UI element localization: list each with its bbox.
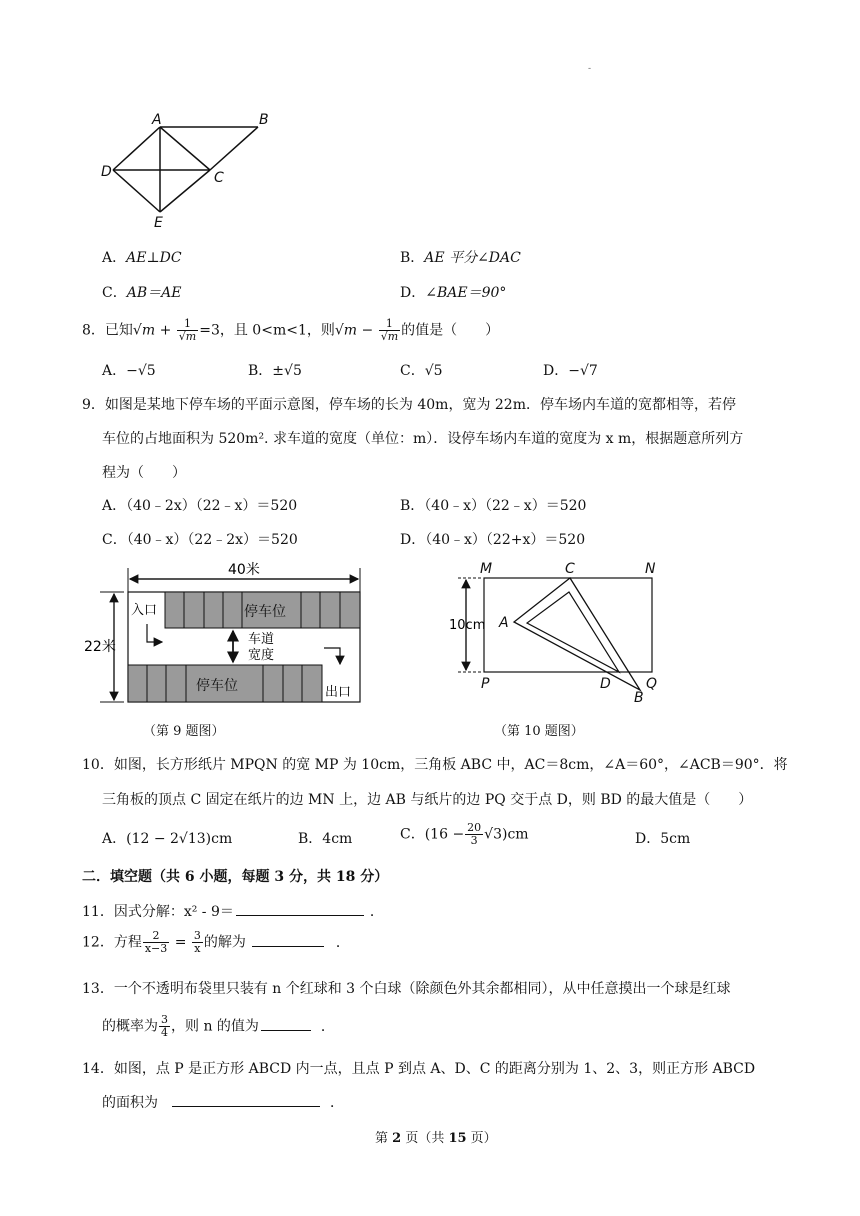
q8-option-b: B．±√5 — [248, 363, 302, 379]
fig10-label-p: P — [481, 676, 490, 692]
q10-option-c: C．(16 − $\frac{20}{3}$ √3)cm — [400, 821, 529, 847]
fig10-label-b: B — [634, 690, 644, 706]
fig7-label-c: C — [214, 170, 224, 186]
fig10-label-q: Q — [646, 676, 658, 692]
fig9-lane-width-label: 宽度 — [248, 648, 275, 663]
q10-option-a: A．(12 − 2√13)cm — [102, 831, 233, 847]
q13-answer-blank[interactable] — [261, 1016, 311, 1031]
fig9-lane-label: 车道 — [248, 632, 275, 647]
q14-line-2: 的面积为 ． — [102, 1092, 344, 1112]
q8-option-d: D．−√7 — [543, 363, 598, 379]
fig10-label-a: A — [499, 615, 509, 631]
q10-option-d: D．5cm — [635, 831, 691, 847]
q7-option-c: C．AB＝AE — [102, 285, 182, 301]
fig10-label-d: D — [600, 676, 611, 692]
fig9-entrance: 入口 — [131, 603, 158, 618]
q10-option-b: B．4cm — [298, 831, 353, 847]
q7-option-a: A．AE⊥DC — [102, 250, 182, 266]
q13-line-1: 13．一个不透明布袋里只装有 n 个红球和 3 个白球（除颜色外其余都相同），从中任意摸出一个球是红球 — [82, 981, 731, 997]
total-pages: 15 — [448, 1131, 467, 1146]
fig10-height-label: 10cm — [449, 618, 486, 633]
current-page: 2 — [392, 1131, 402, 1146]
section-2-heading: 二．填空题（共 6 小题，每题 3 分，共 18 分） — [82, 869, 389, 885]
q10-figure-caption: （第 10 题图） — [494, 724, 584, 739]
q7-option-d: D．∠BAE＝90° — [400, 285, 507, 301]
q14-line-1: 14．如图，点 P 是正方形 ABCD 内一点，且点 P 到点 A、D、C 的距离分别为 1、2、3，则正方形 ABCD — [82, 1061, 756, 1077]
top-mark: - — [588, 64, 592, 74]
q8-stem: 8．已知√m + $\frac{1}{√m}$ =3，且 0<m<1，则√m − $\frac{1}{√m}$ 的值是（ ） — [82, 317, 500, 343]
fig9-parking-top: 停车位 — [244, 604, 286, 620]
q12-answer-blank[interactable] — [252, 932, 324, 947]
q7-option-b: B．AE 平分∠DAC — [400, 250, 521, 266]
q9-option-c: C．（40﹣x）（22﹣2x）＝520 — [102, 532, 298, 548]
fig9-width-label: 40米 — [228, 562, 260, 578]
fig9-height-label: 22米 — [84, 639, 116, 655]
q9-line-2: 车位的占地面积为 520m². 求车道的宽度（单位：m）．设停车场内车道的宽度为 x m，根据题意所列方 — [102, 431, 744, 447]
q9-line-1: 9．如图是某地下停车场的平面示意图，停车场的长为 40m，宽为 22m．停车场内车道的宽都相等，若停 — [82, 397, 736, 413]
fig7-label-a: A — [152, 112, 162, 128]
q9-option-a: A．（40﹣2x）（22﹣x）＝520 — [102, 498, 298, 514]
q9-line-3: 程为（ ） — [102, 465, 186, 481]
q10-line-2: 三角板的顶点 C 固定在纸片的边 MN 上，边 AB 与纸片的边 PQ 交于点 D，则 BD 的最大值是（ ） — [102, 792, 753, 808]
fig9-exit: 出口 — [325, 685, 352, 700]
q8-option-a: A．−√5 — [102, 363, 156, 379]
q12: 12．方程 $\frac{2}{x-3}$ = $\frac{3}{x}$ 的解为 ． — [82, 929, 350, 955]
fig10-label-n: N — [645, 561, 656, 577]
fig10-label-m: M — [480, 561, 493, 577]
fig7-label-b: B — [259, 112, 269, 128]
q8-option-c: C．√5 — [400, 363, 443, 379]
q11-answer-blank[interactable] — [236, 901, 364, 916]
q9-figure-caption: （第 9 题图） — [143, 724, 225, 739]
fig7-label-e: E — [154, 215, 163, 231]
fig9-parking-bottom: 停车位 — [196, 678, 238, 694]
q10-line-1: 10．如图，长方形纸片 MPQN 的宽 MP 为 10cm，三角板 ABC 中，AC＝8cm，∠A＝60°，∠ACB＝90°．将 — [82, 757, 788, 773]
q13-line-2: 的概率为 $\frac{3}{4}$ ，则 n 的值为 ． — [102, 1013, 335, 1039]
q14-answer-blank[interactable] — [172, 1092, 320, 1107]
q11: 11．因式分解：x² - 9＝ ． — [82, 901, 384, 921]
fig7-label-d: D — [101, 164, 112, 180]
q9-option-d: D．（40﹣x）（22+x）＝520 — [400, 532, 586, 548]
page-footer: 第 2 页（共 15 页） — [375, 1131, 497, 1146]
fig10-label-c: C — [565, 561, 575, 577]
q9-option-b: B．（40﹣x）（22﹣x）＝520 — [400, 498, 587, 514]
